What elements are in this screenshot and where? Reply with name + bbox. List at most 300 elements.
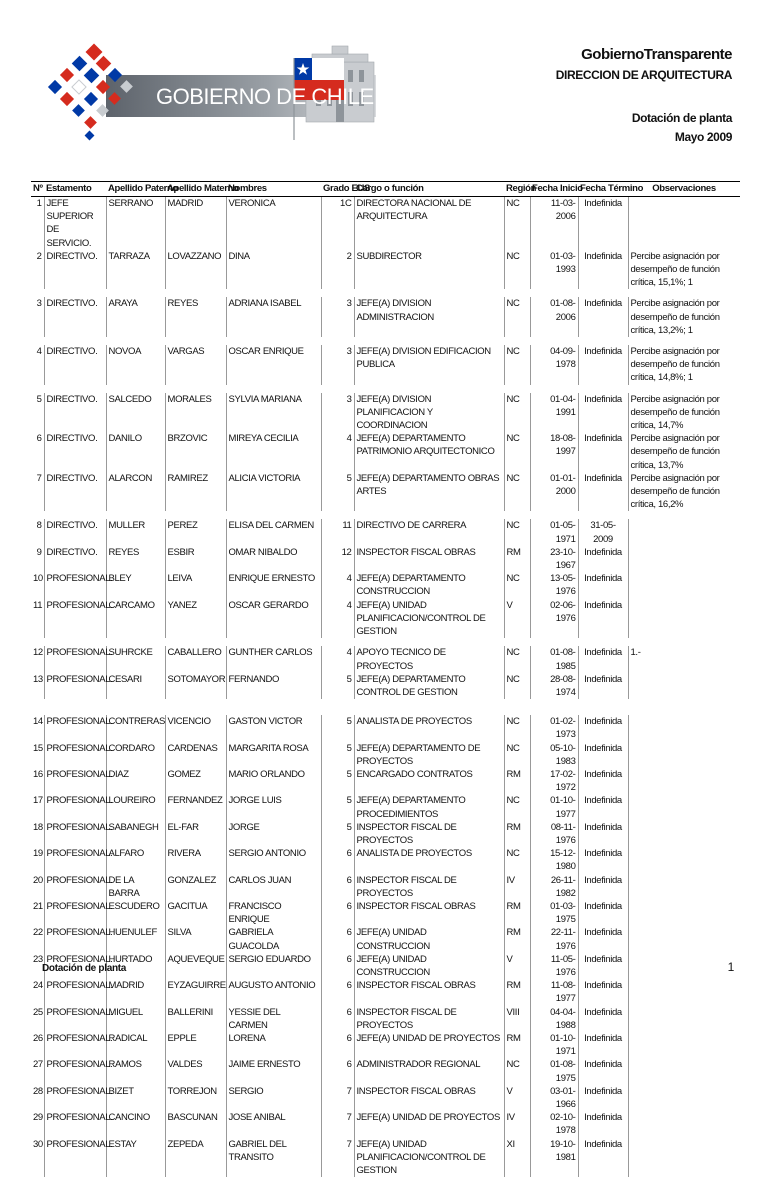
cell-am: REYES (165, 297, 226, 337)
cell-ap: MULLER (106, 519, 165, 545)
cell-n: 14 (33, 716, 43, 728)
cell-gr: 3 (321, 345, 354, 385)
cell-obs (628, 900, 740, 926)
cell-nom: OSCAR ENRIQUE (226, 345, 321, 385)
cell-ap: TARRAZA (106, 250, 165, 290)
col-header: Estamento (44, 182, 106, 197)
col-header: Apellido Paterno (106, 182, 165, 197)
cell-ap: CARCAMO (106, 599, 165, 639)
cell-obs (628, 599, 740, 639)
cell-ini: 11-08-1977 (530, 979, 578, 1005)
table-row (31, 715, 740, 741)
cell-ini: 01-01-2000 (530, 472, 578, 512)
cell-obs (628, 1032, 740, 1058)
cell-ap: BIZET (106, 1085, 165, 1111)
cell-est: PROFESIONAL. (44, 979, 106, 1005)
cell-gr: 3 (321, 297, 354, 337)
cell-am: CARDENAS (165, 742, 226, 768)
cell-nom: JOSE ANIBAL (226, 1111, 321, 1137)
site-name: GobiernoTransparente (581, 46, 732, 63)
cell-obs (628, 1111, 740, 1137)
cell-reg: IV (504, 1111, 530, 1137)
cell-reg: V (504, 953, 530, 979)
cell-fin: Indefinida (578, 979, 628, 1005)
cell-cargo: JEFE(A) DIVISION EDIFICACION PUBLICA (354, 345, 504, 385)
col-header: Nombres (226, 182, 321, 197)
table-row (31, 1111, 740, 1137)
col-header: Grado EUS (321, 182, 354, 197)
row-spacer (31, 385, 740, 393)
cell-cargo: ANALISTA DE PROYECTOS (354, 847, 504, 873)
cell-am: LOVAZZANO (165, 250, 226, 290)
cell-ini: 11-05-1976 (530, 953, 578, 979)
cell-cargo: INSPECTOR FISCAL DE PROYECTOS (354, 821, 504, 847)
cell-ap: SUHRCKE (106, 646, 165, 672)
cell-fin: Indefinida (578, 345, 628, 385)
cell-ini: 17-02-1972 (530, 768, 578, 794)
cell-ap: BLEY (106, 572, 165, 598)
cell-cargo: JEFE(A) UNIDAD DE PROYECTOS (354, 1032, 504, 1058)
col-header: Fecha Término (578, 182, 628, 197)
cell-est: DIRECTIVO. (44, 546, 106, 572)
cell-ini: 02-06-1976 (530, 599, 578, 639)
cell-am: CABALLERO (165, 646, 226, 672)
cell-fin: Indefinida (578, 900, 628, 926)
cell-obs (628, 1085, 740, 1111)
cell-est: PROFESIONAL. (44, 715, 106, 741)
cell-nom: FERNANDO (226, 673, 321, 699)
table-header-row (31, 182, 740, 197)
cell-nom: DINA (226, 250, 321, 290)
cell-gr: 6 (321, 1006, 354, 1032)
cell-n: 7 (36, 472, 42, 484)
cell-obs (628, 979, 740, 1005)
cell-cargo: JEFE(A) UNIDAD CONSTRUCCION (354, 926, 504, 952)
table-row (31, 979, 740, 1005)
cell-n: 19 (33, 848, 43, 860)
cell-cargo: JEFE(A) DIVISION ADMINISTRACION (354, 297, 504, 337)
cell-am: GOMEZ (165, 768, 226, 794)
cell-ini: 04-09-1978 (530, 345, 578, 385)
cell-ini: 23-10-1967 (530, 546, 578, 572)
cell-gr: 12 (321, 546, 354, 572)
cell-ap: RADICAL (106, 1032, 165, 1058)
cell-ap: ALARCON (106, 472, 165, 512)
footer-title: Dotación de planta (42, 963, 127, 974)
table-row (31, 572, 740, 598)
cell-est: PROFESIONAL. (44, 646, 106, 672)
cell-am: MORALES (165, 393, 226, 433)
cell-obs (628, 673, 740, 699)
cell-ap: RAMOS (106, 1058, 165, 1084)
cell-nom: GABRIELA GUACOLDA (226, 926, 321, 952)
cell-n: 16 (33, 768, 43, 780)
cell-n: 2 (36, 250, 42, 262)
cell-reg: NC (504, 472, 530, 512)
cell-fin: Indefinida (578, 926, 628, 952)
cell-fin: Indefinida (578, 715, 628, 741)
cell-am: PEREZ (165, 519, 226, 545)
cell-nom: CARLOS JUAN (226, 874, 321, 900)
cell-est: PROFESIONAL. (44, 673, 106, 699)
cell-ini: 01-03-1975 (530, 900, 578, 926)
cell-ap: REYES (106, 546, 165, 572)
cell-gr: 6 (321, 979, 354, 1005)
cell-est: PROFESIONAL. (44, 1111, 106, 1137)
cell-reg: NC (504, 794, 530, 820)
cell-reg: V (504, 599, 530, 639)
cell-gr: 5 (321, 472, 354, 512)
cell-reg: NC (504, 432, 530, 472)
cell-cargo: JEFE(A) UNIDAD PLANIFICACION/CONTROL DE GESTION (354, 1138, 504, 1177)
cell-ap: SABANEGH (106, 821, 165, 847)
cell-nom: JORGE LUIS (226, 794, 321, 820)
cell-n: 27 (33, 1059, 43, 1071)
cell-ap: SERRANO (106, 197, 165, 250)
cell-nom: OMAR NIBALDO (226, 546, 321, 572)
cell-gr: 5 (321, 742, 354, 768)
cell-ap: HURTADO (106, 953, 165, 979)
cell-n: 11 (33, 599, 43, 611)
cell-nom: JORGE (226, 821, 321, 847)
cell-obs (628, 572, 740, 598)
cell-gr: 4 (321, 599, 354, 639)
cell-ini: 22-11-1976 (530, 926, 578, 952)
staff-table (31, 182, 740, 1177)
cell-est: DIRECTIVO. (44, 297, 106, 337)
table-row (31, 1138, 740, 1177)
col-header: Observaciones (628, 182, 740, 197)
cell-est: PROFESIONAL. (44, 821, 106, 847)
cell-reg: NC (504, 646, 530, 672)
cell-nom: SERGIO (226, 1085, 321, 1111)
cell-nom: MARIO ORLANDO (226, 768, 321, 794)
cell-nom: ENRIQUE ERNESTO (226, 572, 321, 598)
col-header: Nº (31, 182, 44, 197)
cell-obs: Percibe asignación por desempeño de función crítica, 13,2%; 1 (628, 297, 740, 337)
cell-ini: 13-05-1976 (530, 572, 578, 598)
cell-reg: NC (504, 572, 530, 598)
cell-reg: NC (504, 345, 530, 385)
cell-gr: 7 (321, 1111, 354, 1137)
cell-ini: 19-10-1981 (530, 1138, 578, 1177)
cell-obs (628, 1058, 740, 1084)
cell-est: PROFESIONAL. (44, 1085, 106, 1111)
cell-reg: NC (504, 250, 530, 290)
cell-ini: 28-08-1974 (530, 673, 578, 699)
cell-nom: GUNTHER CARLOS (226, 646, 321, 672)
col-header: Cargo o función (354, 182, 504, 197)
cell-obs (628, 1006, 740, 1032)
cell-n: 21 (33, 900, 43, 912)
cell-nom: FRANCISCO ENRIQUE (226, 900, 321, 926)
cell-n: 6 (36, 433, 42, 445)
cell-gr: 2 (321, 250, 354, 290)
table-row (31, 393, 740, 433)
row-spacer (31, 638, 740, 646)
page-number: 1 (727, 960, 734, 974)
cell-reg: IV (504, 874, 530, 900)
cell-nom: MIREYA CECILIA (226, 432, 321, 472)
table-row (31, 1058, 740, 1084)
cell-ini: 01-05-1971 (530, 519, 578, 545)
cell-ini: 01-08-1985 (530, 646, 578, 672)
cell-obs (628, 197, 740, 250)
cell-ap: CORDARO (106, 742, 165, 768)
cell-nom: VERONICA (226, 197, 321, 250)
cell-ini: 26-11-1982 (530, 874, 578, 900)
cell-obs (628, 546, 740, 572)
cell-fin: Indefinida (578, 953, 628, 979)
cell-obs: Percibe asignación por desempeño de función crítica, 13,7% (628, 432, 740, 472)
cell-cargo: JEFE(A) DEPARTAMENTO DE PROYECTOS (354, 742, 504, 768)
cell-gr: 6 (321, 926, 354, 952)
cell-obs (628, 794, 740, 820)
cell-est: PROFESIONAL. (44, 1058, 106, 1084)
cell-n: 8 (36, 520, 42, 532)
cell-gr: 6 (321, 1058, 354, 1084)
cell-gr: 6 (321, 953, 354, 979)
cell-ap: NOVOA (106, 345, 165, 385)
cell-obs: Percibe asignación por desempeño de función crítica, 15,1%; 1 (628, 250, 740, 290)
cell-n: 9 (36, 546, 42, 558)
cell-est: DIRECTIVO. (44, 250, 106, 290)
table-row (31, 673, 740, 699)
cell-cargo: JEFE(A) DEPARTAMENTO CONSTRUCCION (354, 572, 504, 598)
col-header: Apellido Materno (165, 182, 226, 197)
cell-ini: 18-08-1997 (530, 432, 578, 472)
cell-ap: MIGUEL (106, 1006, 165, 1032)
cell-fin: Indefinida (578, 821, 628, 847)
cell-ap: ARAYA (106, 297, 165, 337)
cell-n: 13 (33, 673, 43, 685)
cell-nom: GASTON VICTOR (226, 715, 321, 741)
gobierno-de-chile-logo (36, 40, 376, 145)
table-row (31, 599, 740, 639)
cell-est: PROFESIONAL. (44, 599, 106, 639)
cell-est: PROFESIONAL. (44, 874, 106, 900)
cell-am: VALDES (165, 1058, 226, 1084)
cell-est: PROFESIONAL. (44, 847, 106, 873)
cell-fin: Indefinida (578, 572, 628, 598)
cell-n: 4 (36, 346, 42, 358)
cell-gr: 6 (321, 1032, 354, 1058)
cell-ini: 04-04-1988 (530, 1006, 578, 1032)
table-row (31, 794, 740, 820)
table-row (31, 297, 740, 337)
cell-am: EL-FAR (165, 821, 226, 847)
cell-reg: NC (504, 297, 530, 337)
cell-reg: NC (504, 393, 530, 433)
cell-ini: 08-11-1976 (530, 821, 578, 847)
cell-reg: VIII (504, 1006, 530, 1032)
cell-est: PROFESIONAL. (44, 1138, 106, 1177)
cell-reg: RM (504, 979, 530, 1005)
cell-ap: ESCUDERO (106, 900, 165, 926)
cell-nom: JAIME ERNESTO (226, 1058, 321, 1084)
cell-n: 22 (33, 927, 43, 939)
col-header: Fecha Inicio (530, 182, 578, 197)
table-row (31, 546, 740, 572)
cell-nom: YESSIE DEL CARMEN (226, 1006, 321, 1032)
cell-am: MADRID (165, 197, 226, 250)
institution-name: DIRECCION DE ARQUITECTURA (555, 68, 732, 82)
document-date: Mayo 2009 (674, 130, 732, 144)
cell-nom: SERGIO ANTONIO (226, 847, 321, 873)
cell-nom: OSCAR GERARDO (226, 599, 321, 639)
cell-cargo: ENCARGADO CONTRATOS (354, 768, 504, 794)
cell-ini: 01-08-1975 (530, 1058, 578, 1084)
cell-est: PROFESIONAL. (44, 768, 106, 794)
cell-n: 23 (33, 953, 43, 965)
cell-cargo: INSPECTOR FISCAL DE PROYECTOS (354, 1006, 504, 1032)
cell-est: PROFESIONAL. (44, 926, 106, 952)
cell-gr: 11 (321, 519, 354, 545)
cell-n: 1 (36, 198, 42, 209)
cell-ap: HUENULEF (106, 926, 165, 952)
cell-est: PROFESIONAL. (44, 953, 106, 979)
cell-gr: 4 (321, 432, 354, 472)
table-row (31, 900, 740, 926)
cell-est: PROFESIONAL. (44, 1032, 106, 1058)
cell-obs (628, 1138, 740, 1177)
cell-ini: 01-04-1991 (530, 393, 578, 433)
cell-ap: LOUREIRO (106, 794, 165, 820)
cell-ini: 01-02-1973 (530, 715, 578, 741)
cell-obs (628, 874, 740, 900)
cell-gr: 1C (321, 197, 354, 250)
cell-am: TORREJON (165, 1085, 226, 1111)
cell-n: 15 (33, 742, 43, 754)
cell-gr: 6 (321, 874, 354, 900)
cell-est: DIRECTIVO. (44, 393, 106, 433)
cell-am: FERNANDEZ (165, 794, 226, 820)
cell-obs (628, 519, 740, 545)
cell-gr: 4 (321, 646, 354, 672)
cell-fin: Indefinida (578, 768, 628, 794)
cell-gr: 4 (321, 572, 354, 598)
cell-fin: Indefinida (578, 432, 628, 472)
cell-est: DIRECTIVO. (44, 472, 106, 512)
cell-est: DIRECTIVO. (44, 432, 106, 472)
cell-fin: Indefinida (578, 1085, 628, 1111)
cell-est: DIRECTIVO. (44, 519, 106, 545)
logo-wordmark: GOBIERNO DE CHILE (156, 84, 374, 109)
cell-cargo: JEFE(A) DEPARTAMENTO PROCEDIMIENTOS (354, 794, 504, 820)
cell-gr: 7 (321, 1138, 354, 1177)
cell-reg: RM (504, 546, 530, 572)
cell-fin: Indefinida (578, 1111, 628, 1137)
cell-obs (628, 821, 740, 847)
row-spacer (31, 699, 740, 715)
cell-obs (628, 768, 740, 794)
cell-ini: 11-03-2006 (530, 197, 578, 250)
cell-reg: V (504, 1085, 530, 1111)
cell-cargo: JEFE(A) DEPARTAMENTO CONTROL DE GESTION (354, 673, 504, 699)
cell-cargo: JEFE(A) UNIDAD CONSTRUCCION (354, 953, 504, 979)
cell-n: 20 (33, 874, 43, 886)
cell-fin: Indefinida (578, 673, 628, 699)
cell-obs: 1.- (628, 646, 740, 672)
cell-ap: DANILO (106, 432, 165, 472)
cell-nom: ALICIA VICTORIA (226, 472, 321, 512)
cell-est: PROFESIONAL. (44, 794, 106, 820)
cell-ini: 01-10-1977 (530, 794, 578, 820)
cell-fin: Indefinida (578, 1138, 628, 1177)
cell-gr: 3 (321, 393, 354, 433)
cell-cargo: INSPECTOR FISCAL OBRAS (354, 546, 504, 572)
cell-nom: SYLVIA MARIANA (226, 393, 321, 433)
cell-est: DIRECTIVO. (44, 345, 106, 385)
cell-fin: Indefinida (578, 1006, 628, 1032)
cell-ap: SALCEDO (106, 393, 165, 433)
cell-fin: 31-05-2009 (578, 519, 628, 545)
cell-ini: 01-08-2006 (530, 297, 578, 337)
cell-cargo: DIRECTIVO DE CARRERA (354, 519, 504, 545)
cell-obs: Percibe asignación por desempeño de función crítica, 16,2% (628, 472, 740, 512)
table-row (31, 953, 740, 979)
cell-gr: 6 (321, 900, 354, 926)
cell-n: 3 (36, 298, 42, 310)
cell-ap: CANCINO (106, 1111, 165, 1137)
cell-cargo: INSPECTOR FISCAL OBRAS (354, 1085, 504, 1111)
cell-cargo: DIRECTORA NACIONAL DE ARQUITECTURA (354, 197, 504, 250)
cell-gr: 5 (321, 768, 354, 794)
cell-obs (628, 742, 740, 768)
cell-obs (628, 847, 740, 873)
cell-am: VICENCIO (165, 715, 226, 741)
cell-nom: ADRIANA ISABEL (226, 297, 321, 337)
cell-reg: RM (504, 768, 530, 794)
cell-ap: DE LA BARRA (106, 874, 165, 900)
cell-cargo: JEFE(A) DEPARTAMENTO PATRIMONIO ARQUITECTONICO (354, 432, 504, 472)
cell-fin: Indefinida (578, 599, 628, 639)
cell-est: PROFESIONAL. (44, 742, 106, 768)
cell-cargo: JEFE(A) DEPARTAMENTO OBRAS ARTES (354, 472, 504, 512)
table-row (31, 197, 740, 250)
cell-am: AQUEVEQUE (165, 953, 226, 979)
cell-am: GONZALEZ (165, 874, 226, 900)
cell-n: 30 (33, 1138, 43, 1150)
cell-nom: GABRIEL DEL TRANSITO (226, 1138, 321, 1177)
cell-am: ZEPEDA (165, 1138, 226, 1177)
cell-nom: MARGARITA ROSA (226, 742, 321, 768)
cell-n: 18 (33, 821, 43, 833)
cell-n: 25 (33, 1006, 43, 1018)
cell-n: 28 (33, 1085, 43, 1097)
cell-cargo: JEFE(A) UNIDAD PLANIFICACION/CONTROL DE GESTION (354, 599, 504, 639)
cell-am: LEIVA (165, 572, 226, 598)
cell-fin: Indefinida (578, 250, 628, 290)
row-spacer (31, 511, 740, 519)
cell-n: 26 (33, 1032, 43, 1044)
cell-am: BRZOVIC (165, 432, 226, 472)
cell-ini: 05-10-1983 (530, 742, 578, 768)
cell-am: SOTOMAYOR (165, 673, 226, 699)
cell-cargo: JEFE(A) UNIDAD DE PROYECTOS (354, 1111, 504, 1137)
cell-cargo: INSPECTOR FISCAL OBRAS (354, 900, 504, 926)
table-row (31, 646, 740, 672)
cell-fin: Indefinida (578, 546, 628, 572)
cell-fin: Indefinida (578, 297, 628, 337)
table-row (31, 519, 740, 545)
cell-ini: 01-10-1971 (530, 1032, 578, 1058)
cell-ap: ESTAY (106, 1138, 165, 1177)
table-row (31, 1006, 740, 1032)
table-row (31, 847, 740, 873)
table-row (31, 345, 740, 385)
cell-am: SILVA (165, 926, 226, 952)
